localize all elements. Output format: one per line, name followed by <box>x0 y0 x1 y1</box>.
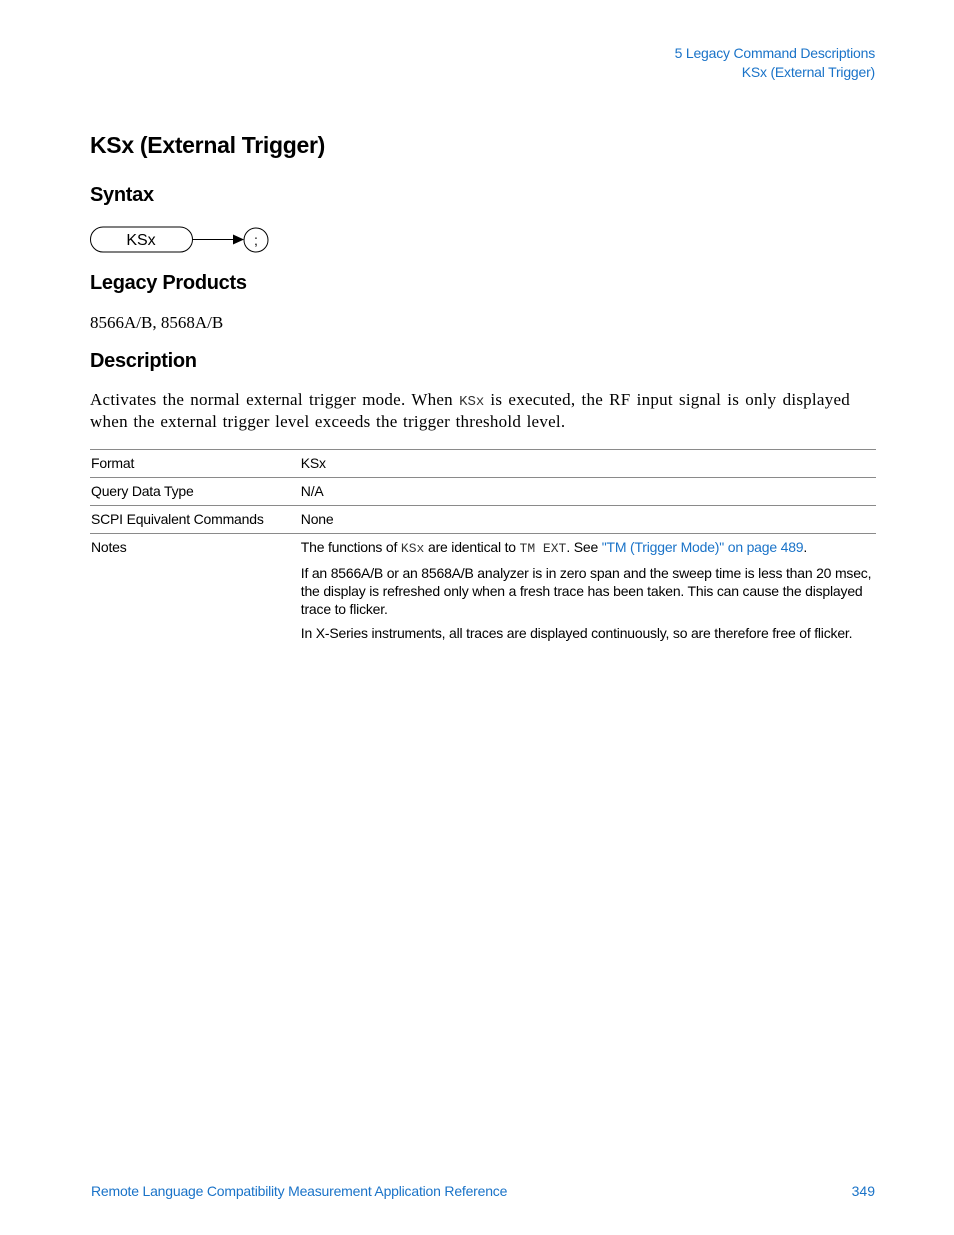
running-header <box>675 44 875 82</box>
description-code: KSx <box>459 394 485 410</box>
header-section: KSx (External Trigger) <box>741 64 875 80</box>
query-data-type-label: Query Data Type <box>91 483 194 499</box>
note-text: . <box>803 539 808 555</box>
scpi-equivalent-value: None <box>300 511 334 527</box>
page-title: KSx (External Trigger) <box>90 132 325 158</box>
description-part1: Activates the normal external trigger mode. When <box>90 390 460 409</box>
footer-book-title: Remote Language Compatibility Measurement Application Reference <box>91 1183 508 1199</box>
table-row <box>90 534 876 648</box>
query-data-type-value: N/A <box>300 483 324 499</box>
tm-trigger-mode-link[interactable]: "TM (Trigger Mode)" on page 489 <box>601 539 804 555</box>
legacy-products-heading: Legacy Products <box>90 272 247 294</box>
format-value: KSx <box>300 455 326 471</box>
description-heading: Description <box>90 350 197 372</box>
header-chapter: 5 Legacy Command Descriptions <box>674 45 875 61</box>
syntax-arrow-head <box>233 235 244 245</box>
format-label: Format <box>91 455 135 471</box>
notes-value <box>300 534 876 648</box>
table-row <box>90 450 876 478</box>
footer-page-number: 349 <box>851 1183 875 1199</box>
note-paragraph-2: If an 8566A/B or an 8568A/B analyzer is in zero span and the sweep time is less than 20 msec, the display is refreshed only when a fresh trace has been taken. This can cause the displayed trace to flicker. <box>300 565 872 617</box>
note-text: The functions of <box>300 539 401 555</box>
note-paragraph-3: In X-Series instruments, all traces are displayed continuously, so are therefore free of flicker. <box>300 625 853 641</box>
note-paragraph-1 <box>301 538 876 558</box>
legacy-products-text: 8566A/B, 8568A/B <box>90 313 224 332</box>
notes-label: Notes <box>91 539 127 555</box>
command-label: KSx <box>126 232 156 249</box>
note-text: . See <box>566 539 602 555</box>
description-part2: is executed, the RF input signal is only displayed when the external trigger level exceeds the trigger threshold level. <box>90 390 850 431</box>
scpi-equivalent-label: SCPI Equivalent Commands <box>91 511 264 527</box>
note-code-tm-ext: TM EXT <box>519 541 567 556</box>
syntax-diagram <box>90 226 280 254</box>
command-info-table <box>90 449 876 647</box>
table-row <box>90 478 876 506</box>
note-text: are identical to <box>424 539 520 555</box>
note-code-ksx: KSx <box>400 541 425 556</box>
description-text <box>90 390 850 432</box>
syntax-heading: Syntax <box>90 184 154 206</box>
terminator-label: ; <box>254 232 258 248</box>
table-row <box>90 506 876 534</box>
